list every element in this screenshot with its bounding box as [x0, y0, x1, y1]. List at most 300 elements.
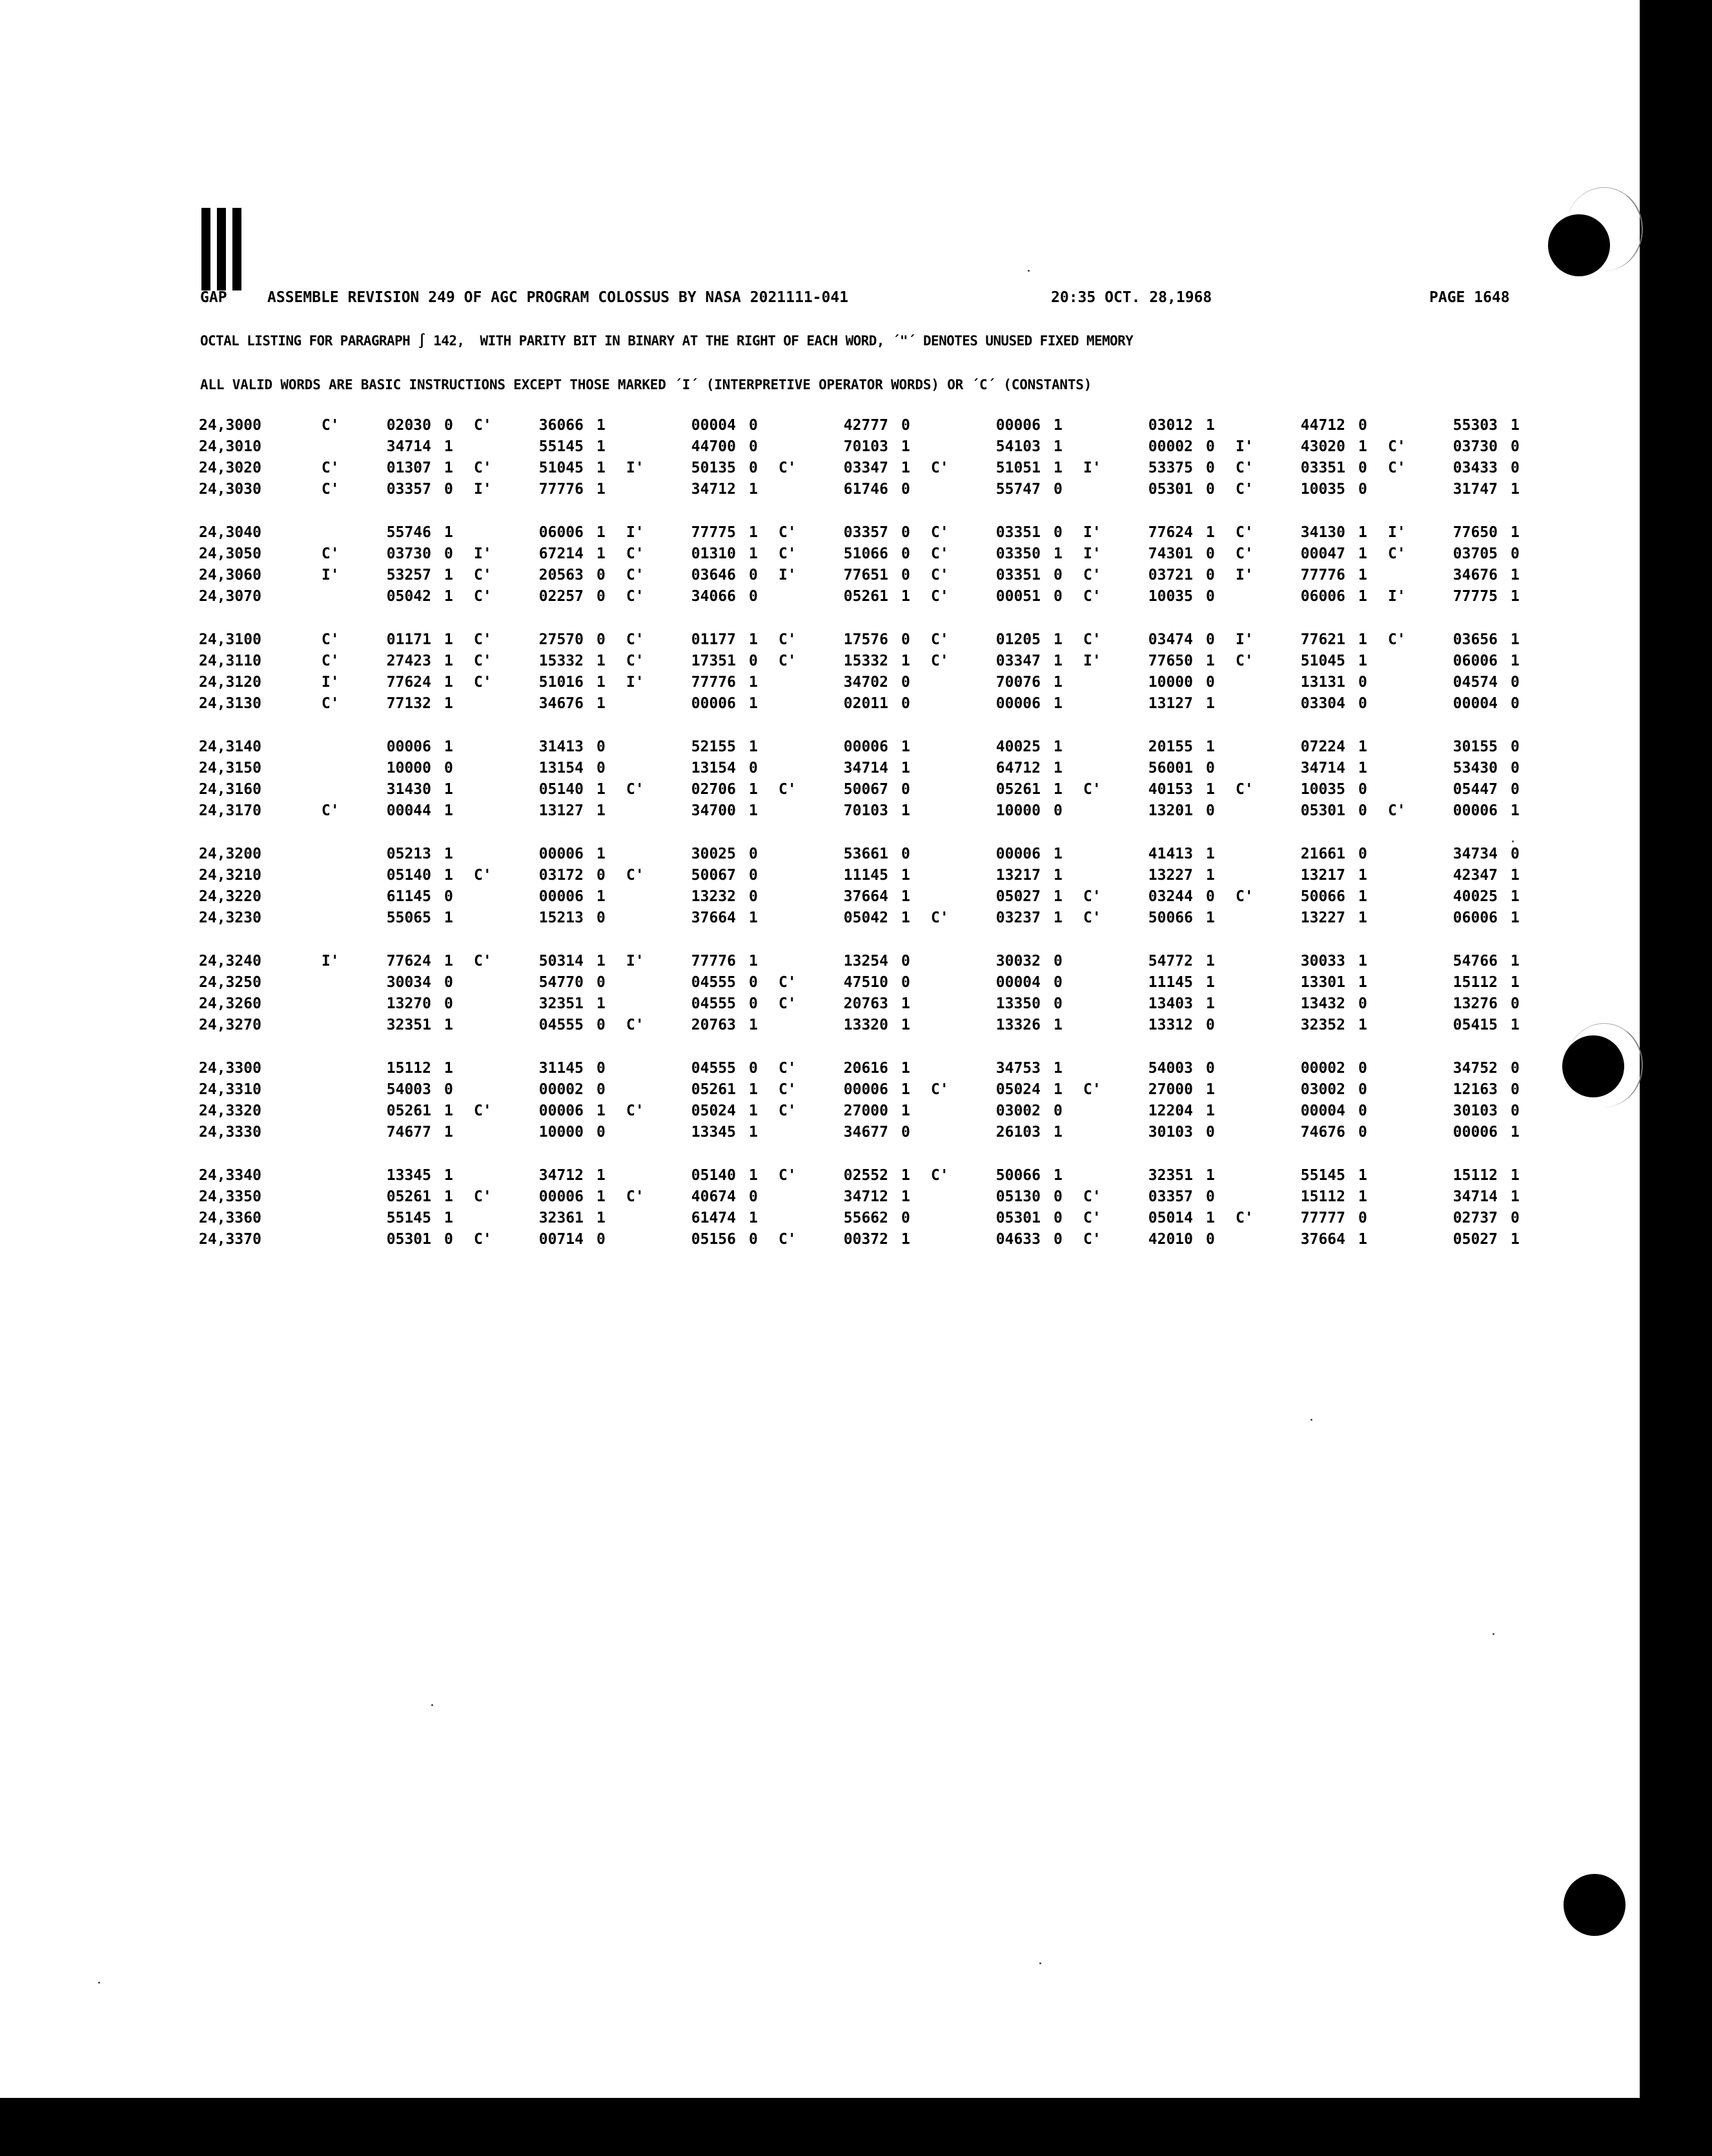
word-marker: I' — [474, 545, 492, 562]
octal-word: 77624 — [386, 674, 431, 691]
word-cell — [931, 953, 1079, 974]
octal-word: 34066 — [691, 588, 736, 605]
octal-word: 13232 — [691, 888, 736, 905]
octal-word: 10035 — [1300, 481, 1345, 498]
parity-bit: 1 — [1054, 1081, 1063, 1098]
word-cell — [1236, 888, 1384, 910]
word-marker: C' — [626, 631, 644, 648]
word-cell — [931, 1188, 1079, 1210]
word-cell — [626, 674, 775, 695]
octal-word: 00004 — [1452, 695, 1498, 712]
parity-bit: 0 — [749, 760, 758, 777]
parity-bit: 1 — [1054, 631, 1063, 648]
word-marker: I' — [779, 567, 797, 584]
header-page-number: PAGE 1648 — [1429, 289, 1510, 306]
octal-word: 77776 — [538, 481, 584, 498]
word-cell — [321, 524, 470, 545]
parity-bit: 0 — [1511, 1103, 1520, 1119]
octal-word: 00006 — [843, 1081, 888, 1098]
word-cell — [779, 1081, 927, 1103]
parity-bit: 1 — [596, 1188, 606, 1205]
word-cell — [931, 695, 1079, 717]
octal-word: 00002 — [1148, 438, 1193, 455]
parity-bit: 1 — [901, 1081, 910, 1098]
octal-word: 13276 — [1452, 995, 1498, 1012]
octal-word: 54772 — [1148, 953, 1193, 970]
word-cell — [1083, 417, 1232, 438]
word-cell — [779, 524, 927, 545]
octal-word: 05301 — [1300, 802, 1345, 819]
octal-word: 34753 — [995, 1060, 1041, 1077]
word-cell — [931, 631, 1079, 653]
word-cell — [626, 545, 775, 567]
word-marker: C' — [1236, 653, 1254, 669]
octal-word: 03351 — [995, 524, 1041, 541]
octal-word: 77624 — [1148, 524, 1193, 541]
word-cell — [321, 588, 470, 609]
address-label: 24,3230 — [199, 910, 261, 926]
octal-word: 37664 — [691, 910, 736, 926]
octal-word: 13432 — [1300, 995, 1345, 1012]
parity-bit: 1 — [596, 653, 606, 669]
parity-bit: 0 — [1358, 1060, 1367, 1077]
word-cell — [779, 1017, 927, 1038]
octal-word: 27000 — [843, 1103, 888, 1119]
word-cell — [779, 974, 927, 995]
octal-word: 06006 — [1452, 910, 1498, 926]
octal-word: 05301 — [995, 1210, 1041, 1226]
word-marker: I' — [626, 674, 644, 691]
word-cell — [779, 417, 927, 438]
octal-word: 51045 — [538, 460, 584, 476]
octal-word: 05140 — [691, 1167, 736, 1184]
word-cell — [1388, 995, 1536, 1017]
octal-word: 03237 — [995, 910, 1041, 926]
word-cell — [931, 802, 1079, 824]
word-cell — [1083, 695, 1232, 717]
octal-word: 05301 — [386, 1231, 431, 1248]
parity-bit: 0 — [749, 974, 758, 991]
word-cell — [931, 417, 1079, 438]
word-cell — [626, 802, 775, 824]
parity-bit: 1 — [1054, 695, 1063, 712]
parity-bit: 0 — [1511, 781, 1520, 798]
word-cell — [474, 738, 622, 760]
paper-speck — [1512, 840, 1514, 842]
parity-bit: 1 — [1358, 653, 1367, 669]
word-marker: I' — [626, 953, 644, 970]
parity-bit: 1 — [1358, 524, 1367, 541]
octal-word: 13217 — [995, 867, 1041, 884]
parity-bit: 0 — [1206, 460, 1215, 476]
octal-word: 04555 — [691, 1060, 736, 1077]
parity-bit: 0 — [1054, 567, 1063, 584]
parity-bit: 1 — [1358, 867, 1367, 884]
octal-word: 03002 — [995, 1103, 1041, 1119]
octal-word: 03351 — [995, 567, 1041, 584]
parity-bit: 1 — [1206, 524, 1215, 541]
word-cell — [321, 910, 470, 931]
listing-row — [199, 995, 1529, 1017]
octal-word: 02706 — [691, 781, 736, 798]
word-cell — [1236, 1124, 1384, 1145]
octal-word: 04555 — [691, 995, 736, 1012]
word-cell — [321, 1188, 470, 1210]
word-cell — [931, 781, 1079, 802]
address-label: 24,3030 — [199, 481, 261, 498]
octal-word: 20763 — [843, 995, 888, 1012]
parity-bit: 1 — [444, 438, 453, 455]
word-cell — [626, 524, 775, 545]
parity-bit: 1 — [1206, 653, 1215, 669]
octal-word: 03705 — [1452, 545, 1498, 562]
parity-bit: 1 — [1511, 631, 1520, 648]
listing-row — [199, 545, 1529, 567]
word-marker: C' — [1083, 1188, 1101, 1205]
octal-word: 13320 — [843, 1017, 888, 1033]
word-cell — [779, 438, 927, 460]
parity-bit: 1 — [1054, 460, 1063, 476]
parity-bit: 0 — [1206, 888, 1215, 905]
word-cell — [321, 438, 470, 460]
octal-word: 50066 — [1148, 910, 1193, 926]
word-cell — [1236, 1060, 1384, 1081]
word-cell — [474, 974, 622, 995]
word-marker: C' — [1236, 888, 1254, 905]
parity-bit: 1 — [596, 1103, 606, 1119]
octal-word: 30032 — [995, 953, 1041, 970]
parity-bit: 0 — [1206, 545, 1215, 562]
octal-word: 30155 — [1452, 738, 1498, 755]
octal-word: 50135 — [691, 460, 736, 476]
word-cell — [931, 460, 1079, 481]
address-label: 24,3130 — [199, 695, 261, 712]
word-cell — [1083, 545, 1232, 567]
octal-word: 34676 — [1452, 567, 1498, 584]
parity-bit: 0 — [1054, 481, 1063, 498]
word-cell — [474, 631, 622, 653]
octal-word: 00002 — [1300, 1060, 1345, 1077]
word-marker: C' — [779, 1167, 797, 1184]
word-marker: C' — [779, 1103, 797, 1119]
word-cell — [321, 1060, 470, 1081]
parity-bit: 0 — [596, 1081, 606, 1098]
octal-word: 40153 — [1148, 781, 1193, 798]
parity-bit: 0 — [596, 1060, 606, 1077]
word-marker: C' — [931, 545, 949, 562]
word-cell — [321, 846, 470, 867]
word-cell — [1388, 760, 1536, 781]
octal-word: 13350 — [995, 995, 1041, 1012]
word-cell — [321, 1017, 470, 1038]
word-cell — [321, 674, 470, 695]
listing-row — [199, 653, 1529, 674]
word-cell — [321, 1167, 470, 1188]
octal-word: 55065 — [386, 910, 431, 926]
word-cell — [1083, 524, 1232, 545]
octal-word: 10035 — [1148, 588, 1193, 605]
word-cell — [626, 1060, 775, 1081]
word-cell — [1083, 867, 1232, 888]
listing-row — [199, 888, 1529, 910]
parity-bit: 1 — [444, 910, 453, 926]
parity-bit: 0 — [901, 695, 910, 712]
word-marker: C' — [931, 910, 949, 926]
word-marker: C' — [474, 631, 492, 648]
parity-bit: 1 — [1054, 910, 1063, 926]
octal-word: 13326 — [995, 1017, 1041, 1033]
octal-word: 34702 — [843, 674, 888, 691]
word-cell — [931, 674, 1079, 695]
octal-word: 51016 — [538, 674, 584, 691]
parity-bit: 1 — [901, 867, 910, 884]
word-cell — [779, 995, 927, 1017]
parity-bit: 1 — [749, 910, 758, 926]
octal-word: 53430 — [1452, 760, 1498, 777]
octal-word: 02257 — [538, 588, 584, 605]
word-cell — [931, 1103, 1079, 1124]
parity-bit: 1 — [1358, 1188, 1367, 1205]
word-cell — [626, 846, 775, 867]
parity-bit: 1 — [1511, 1167, 1520, 1184]
octal-word: 61145 — [386, 888, 431, 905]
parity-bit: 0 — [749, 417, 758, 434]
parity-bit: 1 — [1054, 653, 1063, 669]
octal-word: 17351 — [691, 653, 736, 669]
word-cell — [1236, 438, 1384, 460]
address-label: 24,3220 — [199, 888, 261, 905]
address-label: 24,3170 — [199, 802, 261, 819]
parity-bit: 0 — [749, 846, 758, 862]
address-label: 24,3340 — [199, 1167, 261, 1184]
octal-word: 31145 — [538, 1060, 584, 1077]
parity-bit: 0 — [444, 995, 453, 1012]
octal-word: 15112 — [386, 1060, 431, 1077]
parity-bit: 0 — [749, 888, 758, 905]
listing-row — [199, 974, 1529, 995]
word-cell — [626, 1081, 775, 1103]
octal-word: 03351 — [1300, 460, 1345, 476]
word-marker: C' — [321, 695, 340, 712]
word-marker: C' — [779, 1060, 797, 1077]
parity-bit: 1 — [749, 695, 758, 712]
header-title: ASSEMBLE REVISION 249 OF AGC PROGRAM COLOSSUS BY NASA 2021111-041 — [267, 289, 849, 306]
parity-bit: 0 — [1358, 695, 1367, 712]
parity-bit: 0 — [444, 760, 453, 777]
octal-word: 32351 — [1148, 1167, 1193, 1184]
octal-word: 05261 — [386, 1188, 431, 1205]
parity-bit: 1 — [1358, 953, 1367, 970]
word-cell — [779, 802, 927, 824]
word-cell — [1388, 674, 1536, 695]
octal-word: 03730 — [386, 545, 431, 562]
word-cell — [779, 631, 927, 653]
octal-word: 77650 — [1452, 524, 1498, 541]
word-cell — [1388, 1167, 1536, 1188]
word-cell — [779, 760, 927, 781]
word-cell — [1083, 760, 1232, 781]
word-cell — [1236, 846, 1384, 867]
parity-bit: 1 — [596, 1210, 606, 1226]
parity-bit: 1 — [1358, 438, 1367, 455]
octal-word: 37664 — [1300, 1231, 1345, 1248]
word-cell — [779, 1231, 927, 1252]
octal-word: 32361 — [538, 1210, 584, 1226]
parity-bit: 0 — [749, 653, 758, 669]
parity-bit: 0 — [1511, 760, 1520, 777]
word-cell — [931, 910, 1079, 931]
octal-word: 01171 — [386, 631, 431, 648]
parity-bit: 0 — [749, 438, 758, 455]
octal-word: 55145 — [538, 438, 584, 455]
word-cell — [779, 1124, 927, 1145]
octal-word: 15332 — [843, 653, 888, 669]
listing-row — [199, 438, 1529, 460]
listing-row — [199, 1060, 1529, 1081]
word-cell — [1236, 738, 1384, 760]
parity-bit: 1 — [444, 802, 453, 819]
parity-bit: 1 — [1358, 974, 1367, 991]
parity-bit: 1 — [1054, 1060, 1063, 1077]
listing-row — [199, 802, 1529, 824]
word-cell — [779, 567, 927, 588]
parity-bit: 0 — [1511, 674, 1520, 691]
octal-word: 40025 — [995, 738, 1041, 755]
parity-bit: 1 — [901, 1060, 910, 1077]
word-cell — [474, 802, 622, 824]
parity-bit: 0 — [1206, 674, 1215, 691]
parity-bit: 1 — [749, 545, 758, 562]
parity-bit: 1 — [1511, 567, 1520, 584]
word-marker: C' — [1083, 888, 1101, 905]
octal-word: 13301 — [1300, 974, 1345, 991]
octal-word: 05156 — [691, 1231, 736, 1248]
octal-word: 13227 — [1300, 910, 1345, 926]
parity-bit: 0 — [901, 631, 910, 648]
octal-word: 00051 — [995, 588, 1041, 605]
octal-word: 03357 — [1148, 1188, 1193, 1205]
word-cell — [474, 1081, 622, 1103]
word-cell — [626, 953, 775, 974]
word-cell — [321, 1231, 470, 1252]
parity-bit: 1 — [444, 588, 453, 605]
word-cell — [1388, 524, 1536, 545]
listing-row — [199, 1081, 1529, 1103]
word-cell — [1236, 760, 1384, 781]
octal-word: 55746 — [386, 524, 431, 541]
word-marker: I' — [1083, 545, 1101, 562]
octal-word: 00006 — [691, 695, 736, 712]
octal-word: 00047 — [1300, 545, 1345, 562]
print-marker-bars — [201, 208, 244, 290]
parity-bit: 1 — [1358, 545, 1367, 562]
parity-bit: 0 — [1206, 588, 1215, 605]
parity-bit: 1 — [749, 1210, 758, 1226]
parity-bit: 1 — [749, 802, 758, 819]
parity-bit: 1 — [596, 802, 606, 819]
word-marker: C' — [779, 524, 797, 541]
paper-speck — [1310, 1419, 1312, 1421]
parity-bit: 1 — [1054, 438, 1063, 455]
word-marker: C' — [626, 867, 644, 884]
word-cell — [931, 545, 1079, 567]
octal-word: 13201 — [1148, 802, 1193, 819]
octal-word: 03656 — [1452, 631, 1498, 648]
listing-row — [199, 481, 1529, 502]
word-cell — [1083, 1017, 1232, 1038]
word-cell — [321, 460, 470, 481]
parity-bit: 1 — [1054, 760, 1063, 777]
word-cell — [931, 995, 1079, 1017]
parity-bit: 1 — [1358, 567, 1367, 584]
parity-bit: 1 — [1054, 1017, 1063, 1033]
octal-word: 06006 — [1452, 653, 1498, 669]
word-cell — [626, 1231, 775, 1252]
word-cell — [1236, 1167, 1384, 1188]
parity-bit: 0 — [1054, 953, 1063, 970]
octal-word: 11145 — [1148, 974, 1193, 991]
parity-bit: 1 — [1206, 1081, 1215, 1098]
word-cell — [1388, 567, 1536, 588]
parity-bit: 0 — [901, 567, 910, 584]
word-cell — [779, 1167, 927, 1188]
parity-bit: 1 — [596, 695, 606, 712]
word-marker: I' — [321, 674, 340, 691]
octal-word: 74301 — [1148, 545, 1193, 562]
listing-row — [199, 1210, 1529, 1231]
octal-word: 13217 — [1300, 867, 1345, 884]
word-marker: I' — [1236, 567, 1254, 584]
octal-word: 03433 — [1452, 460, 1498, 476]
word-marker: C' — [1388, 438, 1406, 455]
parity-bit: 1 — [1206, 995, 1215, 1012]
address-label: 24,3010 — [199, 438, 261, 455]
word-marker: C' — [474, 674, 492, 691]
word-cell — [1236, 631, 1384, 653]
octal-word: 55662 — [843, 1210, 888, 1226]
word-cell — [1388, 802, 1536, 824]
address-label: 24,3250 — [199, 974, 261, 991]
word-cell — [626, 910, 775, 931]
word-marker: C' — [474, 653, 492, 669]
word-cell — [1083, 1124, 1232, 1145]
word-cell — [931, 524, 1079, 545]
octal-word: 77651 — [843, 567, 888, 584]
parity-bit: 0 — [1511, 1081, 1520, 1098]
octal-word: 05024 — [995, 1081, 1041, 1098]
word-cell — [321, 695, 470, 717]
word-cell — [1083, 1060, 1232, 1081]
word-cell — [779, 910, 927, 931]
parity-bit: 0 — [901, 524, 910, 541]
word-cell — [1236, 1081, 1384, 1103]
octal-word: 42347 — [1452, 867, 1498, 884]
word-cell — [321, 802, 470, 824]
word-cell — [321, 653, 470, 674]
word-cell — [321, 867, 470, 888]
paper-speck — [1028, 270, 1030, 272]
octal-word: 54103 — [995, 438, 1041, 455]
octal-word: 77624 — [386, 953, 431, 970]
parity-bit: 1 — [1358, 1017, 1367, 1033]
octal-word: 27570 — [538, 631, 584, 648]
word-cell — [1236, 588, 1384, 609]
parity-bit: 1 — [901, 460, 910, 476]
octal-word: 53375 — [1148, 460, 1193, 476]
word-marker: C' — [626, 1017, 644, 1033]
word-marker: C' — [1083, 1231, 1101, 1248]
parity-bit: 0 — [901, 417, 910, 434]
